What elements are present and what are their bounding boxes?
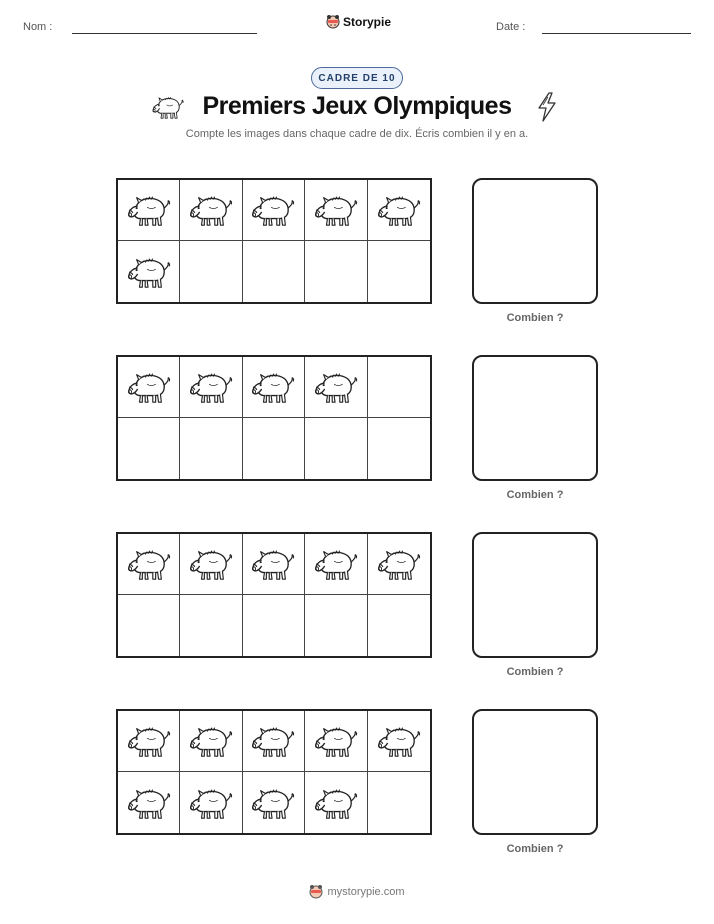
date-line[interactable] [542, 33, 691, 34]
frame-cell [243, 241, 305, 302]
boar-icon [126, 784, 172, 822]
frame-cell [305, 534, 367, 595]
frame-cell [368, 595, 430, 656]
frame-cell [180, 357, 242, 418]
frame-cell [243, 418, 305, 479]
storypie-mascot-icon [326, 14, 340, 29]
answer-prompt: Combien ? [506, 843, 564, 855]
ten-frame-2 [116, 355, 432, 481]
boar-icon [126, 253, 172, 291]
frame-cell [305, 357, 367, 418]
frame-cell [305, 418, 367, 479]
boar-icon [250, 545, 296, 583]
boar-icon [376, 191, 422, 229]
boar-icon [313, 545, 359, 583]
frame-cell [305, 772, 367, 833]
frame-cell [305, 180, 367, 241]
frame-cell [368, 418, 430, 479]
answer-box-1[interactable] [472, 178, 598, 304]
footer-url: mystorypie.com [327, 885, 405, 898]
frame-cell [118, 711, 180, 772]
storypie-mascot-icon [309, 884, 323, 899]
name-label: Nom : [23, 21, 53, 33]
answer-prompt: Combien ? [506, 312, 564, 324]
ten-frame-1 [116, 178, 432, 304]
frame-cell [243, 357, 305, 418]
frame-cell [180, 418, 242, 479]
boar-icon [313, 368, 359, 406]
worksheet-type-badge: CADRE DE 10 [311, 67, 403, 89]
answer-prompt: Combien ? [506, 666, 564, 678]
boar-icon [188, 784, 234, 822]
ten-frame-3 [116, 532, 432, 658]
frame-cell [118, 534, 180, 595]
frame-cell [243, 595, 305, 656]
frame-cell [368, 711, 430, 772]
date-label: Date : [496, 21, 526, 33]
frame-cell [368, 241, 430, 302]
boar-icon [126, 368, 172, 406]
frame-cell [368, 180, 430, 241]
frame-cell [118, 180, 180, 241]
frame-cell [243, 534, 305, 595]
boar-icon [188, 545, 234, 583]
instructions: Compte les images dans chaque cadre de dix. Écris combien il y en a. [185, 128, 529, 140]
frame-cell [368, 772, 430, 833]
frame-cell [180, 241, 242, 302]
boar-icon [250, 784, 296, 822]
frame-cell [180, 772, 242, 833]
frame-cell [118, 595, 180, 656]
frame-cell [118, 241, 180, 302]
frame-cell [118, 418, 180, 479]
frame-cell [243, 772, 305, 833]
brand-name: Storypie [343, 14, 392, 29]
answer-box-3[interactable] [472, 532, 598, 658]
boar-icon [188, 368, 234, 406]
answer-box-2[interactable] [472, 355, 598, 481]
boar-icon [376, 545, 422, 583]
frame-cell [368, 534, 430, 595]
frame-cell [368, 357, 430, 418]
boar-icon [313, 191, 359, 229]
frame-cell [180, 534, 242, 595]
boar-icon [250, 191, 296, 229]
boar-icon [188, 191, 234, 229]
frame-cell [243, 180, 305, 241]
boar-icon [126, 191, 172, 229]
frame-cell [305, 241, 367, 302]
frame-cell [180, 595, 242, 656]
frame-cell [305, 595, 367, 656]
frame-cell [118, 772, 180, 833]
answer-box-4[interactable] [472, 709, 598, 835]
lightning-icon [536, 92, 558, 122]
page-title: Premiers Jeux Olympiques [202, 92, 512, 120]
frame-cell [305, 711, 367, 772]
boar-icon [126, 545, 172, 583]
frame-cell [180, 180, 242, 241]
boar-icon [313, 784, 359, 822]
boar-icon [188, 722, 234, 760]
boar-icon [250, 722, 296, 760]
brand-logo [326, 14, 391, 29]
boar-icon [376, 722, 422, 760]
frame-cell [180, 711, 242, 772]
frame-cell [243, 711, 305, 772]
answer-prompt: Combien ? [506, 489, 564, 501]
boar-icon [250, 368, 296, 406]
footer [0, 884, 714, 899]
ten-frame-4 [116, 709, 432, 835]
frame-cell [118, 357, 180, 418]
boar-icon [126, 722, 172, 760]
name-line[interactable] [72, 33, 257, 34]
boar-icon [313, 722, 359, 760]
